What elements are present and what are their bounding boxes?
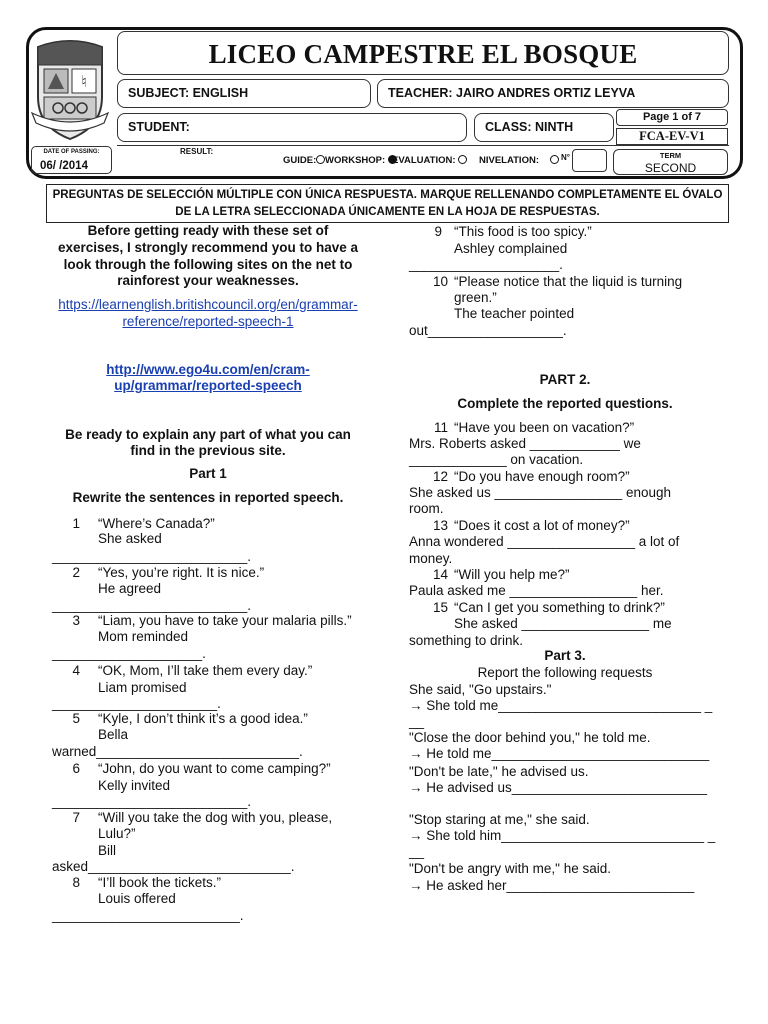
q1-lead: She asked bbox=[98, 531, 162, 546]
q6-number: 6 bbox=[72, 761, 80, 776]
part3-title: Part 3. bbox=[544, 648, 586, 663]
part2-title: PART 2. bbox=[539, 372, 591, 387]
term-label: TERM bbox=[659, 151, 682, 160]
q9-quote: “This food is too spicy.” bbox=[454, 224, 592, 239]
request-4: "Stop staring at me," she said. bbox=[409, 812, 590, 827]
n-label: N° bbox=[561, 153, 570, 162]
nivelation-label: NIVELATION: bbox=[479, 155, 539, 166]
q8-number: 8 bbox=[72, 875, 80, 890]
intro-line-1: Before getting ready with these set of bbox=[87, 223, 329, 238]
q15-quote: “Can I get you something to drink?” bbox=[454, 600, 665, 615]
part1-instruction: Rewrite the sentences in reported speech. bbox=[72, 490, 344, 505]
q11-quote: “Have you been on vacation?” bbox=[454, 420, 635, 435]
instructions-line-2: DE LA LETRA SELECCIONADA ÚNICAMENTE EN LA HOJA DE RESPUESTAS. bbox=[175, 206, 600, 218]
evaluation-oval-icon[interactable] bbox=[458, 155, 467, 164]
q3-number: 3 bbox=[72, 613, 80, 628]
q8-quote: “I’ll book the tickets.” bbox=[98, 875, 222, 890]
q7-quote: “Will you take the dog with you, please, bbox=[98, 810, 333, 825]
request-1: She said, "Go upstairs." bbox=[409, 682, 552, 697]
q4-answer-line[interactable]: ______________________. bbox=[52, 696, 221, 711]
q2-answer-line[interactable]: __________________________. bbox=[52, 598, 251, 613]
q5-lead: Bella bbox=[98, 727, 129, 742]
q7-answer-line[interactable]: asked___________________________. bbox=[52, 859, 295, 874]
q14-quote: “Will you help me?” bbox=[454, 567, 570, 582]
q10-lead: The teacher pointed bbox=[454, 306, 575, 321]
ego4u-link-line-2[interactable]: up/grammar/reported-speech bbox=[114, 378, 302, 393]
school-crest-logo bbox=[30, 35, 110, 141]
q6-answer-line[interactable]: __________________________. bbox=[52, 794, 251, 809]
part2-instruction: Complete the reported questions. bbox=[457, 396, 673, 411]
page-number-box: Page 1 of 7 bbox=[616, 109, 728, 126]
q9-answer-line[interactable]: ____________________. bbox=[409, 257, 563, 272]
subject-field: SUBJECT: ENGLISH bbox=[117, 79, 371, 108]
date-of-passing-box bbox=[31, 146, 112, 174]
request-2: "Close the door behind you," he told me. bbox=[409, 730, 651, 745]
q1-number: 1 bbox=[72, 516, 80, 531]
part1-title: Part 1 bbox=[189, 466, 227, 481]
ready-line-1: Be ready to explain any part of what you can bbox=[65, 427, 351, 442]
intro-line-2: exercises, I strongly recommend you to have a bbox=[57, 240, 359, 255]
q2-number: 2 bbox=[72, 565, 80, 580]
q15-answer-a[interactable]: She asked _________________ me bbox=[454, 616, 672, 631]
q14-answer-a[interactable]: Paula asked me _________________ her. bbox=[409, 583, 664, 598]
q3-answer-line[interactable]: ____________________. bbox=[52, 646, 206, 661]
q10-number: 10 bbox=[432, 274, 448, 289]
q13-answer-a[interactable]: Anna wondered _________________ a lot of bbox=[409, 534, 680, 549]
request-5-answer[interactable]: → He asked her_________________________ bbox=[409, 878, 695, 893]
q8-lead: Louis offered bbox=[98, 891, 176, 906]
q11-answer-a[interactable]: Mrs. Roberts asked ____________ we bbox=[409, 436, 641, 451]
evaluation-label: EVALUATION: bbox=[392, 155, 456, 166]
part3-instruction: Report the following requests bbox=[477, 665, 653, 680]
q5-quote: “Kyle, I don’t think it’s a good idea.” bbox=[98, 711, 308, 726]
student-field[interactable]: STUDENT: bbox=[117, 113, 467, 142]
workshop-option[interactable] bbox=[325, 155, 397, 166]
q14-number: 14 bbox=[432, 567, 448, 582]
q9-lead: Ashley complained bbox=[454, 241, 568, 256]
q4-number: 4 bbox=[72, 663, 80, 678]
request-1-answer[interactable]: → She told me___________________________ _ bbox=[409, 698, 713, 713]
q5-answer-line[interactable]: warned___________________________. bbox=[52, 744, 303, 759]
class-field: CLASS: NINTH bbox=[474, 113, 614, 142]
teacher-field: TEACHER: JAIRO ANDRES ORTIZ LEYVA bbox=[377, 79, 729, 108]
instructions-line-1: PREGUNTAS DE SELECCIÓN MÚLTIPLE CON ÚNICA RESPUESTA. MARQUE RELLENANDO COMPLETAMENTE EL ÓVALO bbox=[52, 189, 723, 201]
instructions-box bbox=[46, 184, 729, 223]
result-label: RESULT: bbox=[180, 147, 214, 156]
q12-answer-a[interactable]: She asked us _________________ enough bbox=[409, 485, 671, 500]
request-2-answer[interactable]: → He told me_____________________________ bbox=[409, 746, 710, 761]
q11-number: 11 bbox=[433, 420, 448, 435]
q13-quote: “Does it cost a lot of money?” bbox=[454, 518, 630, 533]
q11-answer-b[interactable]: _____________ on vacation. bbox=[409, 452, 584, 467]
q2-lead: He agreed bbox=[98, 581, 162, 596]
guide-oval-icon[interactable] bbox=[316, 155, 325, 164]
guide-label: GUIDE: bbox=[283, 155, 317, 166]
nivelation-option[interactable] bbox=[479, 155, 559, 166]
request-3: "Don't be late," he advised us. bbox=[409, 764, 589, 779]
q8-answer-line[interactable]: _________________________. bbox=[52, 908, 244, 923]
request-1-answer-continued[interactable]: __ bbox=[409, 714, 425, 729]
date-label: DATE OF PASSING: bbox=[43, 149, 100, 155]
q1-quote: “Where’s Canada?” bbox=[98, 516, 215, 531]
q12-answer-b: room. bbox=[409, 501, 444, 516]
q10-answer-line[interactable]: out__________________. bbox=[409, 323, 567, 338]
guide-option[interactable] bbox=[283, 155, 325, 166]
british-council-link-line-2[interactable]: reference/reported-speech-1 bbox=[122, 314, 294, 329]
request-4-answer[interactable]: → She told him___________________________ _ bbox=[409, 828, 716, 843]
date-value: 06/ /2014 bbox=[40, 160, 88, 172]
form-code-box: FCA-EV-V1 bbox=[616, 128, 728, 145]
q7-lead: Bill bbox=[98, 843, 117, 858]
q10-quote-continued: green.” bbox=[454, 290, 497, 305]
evaluation-option[interactable] bbox=[392, 155, 467, 166]
q5-number: 5 bbox=[72, 711, 80, 726]
term-box bbox=[613, 149, 728, 175]
q7-number: 7 bbox=[72, 810, 80, 825]
request-4-answer-continued[interactable]: __ bbox=[409, 844, 425, 859]
school-name-title: LICEO CAMPESTRE EL BOSQUE bbox=[117, 31, 729, 75]
ego4u-link-line-1[interactable]: http://www.ego4u.com/en/cram- bbox=[106, 362, 310, 377]
nivelation-oval-icon[interactable] bbox=[550, 155, 559, 164]
q15-number: 15 bbox=[432, 600, 448, 615]
intro-line-4: rainforest your weaknesses. bbox=[117, 273, 299, 288]
q4-quote: “OK, Mom, I’ll take them every day.” bbox=[98, 663, 313, 678]
term-value: SECOND bbox=[644, 161, 697, 175]
q3-lead: Mom reminded bbox=[98, 629, 189, 644]
q4-lead: Liam promised bbox=[98, 680, 187, 695]
workshop-label: WORKSHOP: bbox=[325, 155, 386, 166]
number-box[interactable] bbox=[572, 149, 607, 172]
q13-answer-b: money. bbox=[409, 551, 453, 566]
ready-line-2: find in the previous site. bbox=[130, 443, 286, 458]
q6-lead: Kelly invited bbox=[98, 778, 171, 793]
q10-quote: “Please notice that the liquid is turning bbox=[454, 274, 683, 289]
intro-line-3: look through the following sites on the net to bbox=[63, 257, 353, 272]
british-council-link-line-1[interactable]: https://learnenglish.britishcouncil.org/en/grammar- bbox=[58, 297, 358, 312]
q7-quote-continued: Lulu?” bbox=[98, 826, 136, 841]
request-5: "Don't be angry with me," he said. bbox=[409, 861, 612, 876]
q9-number: 9 bbox=[434, 224, 442, 239]
q3-quote: “Liam, you have to take your malaria pills.” bbox=[98, 613, 352, 628]
q2-quote: “Yes, you’re right. It is nice.” bbox=[98, 565, 265, 580]
q6-quote: “John, do you want to come camping?” bbox=[98, 761, 331, 776]
q13-number: 13 bbox=[432, 518, 448, 533]
q12-quote: “Do you have enough room?” bbox=[454, 469, 630, 484]
q15-answer-b: something to drink. bbox=[409, 633, 524, 648]
q1-answer-line[interactable]: __________________________. bbox=[52, 549, 251, 564]
q12-number: 12 bbox=[432, 469, 448, 484]
svg-text:♮: ♮ bbox=[81, 72, 87, 91]
request-3-answer[interactable]: → He advised us__________________________ bbox=[409, 780, 708, 795]
